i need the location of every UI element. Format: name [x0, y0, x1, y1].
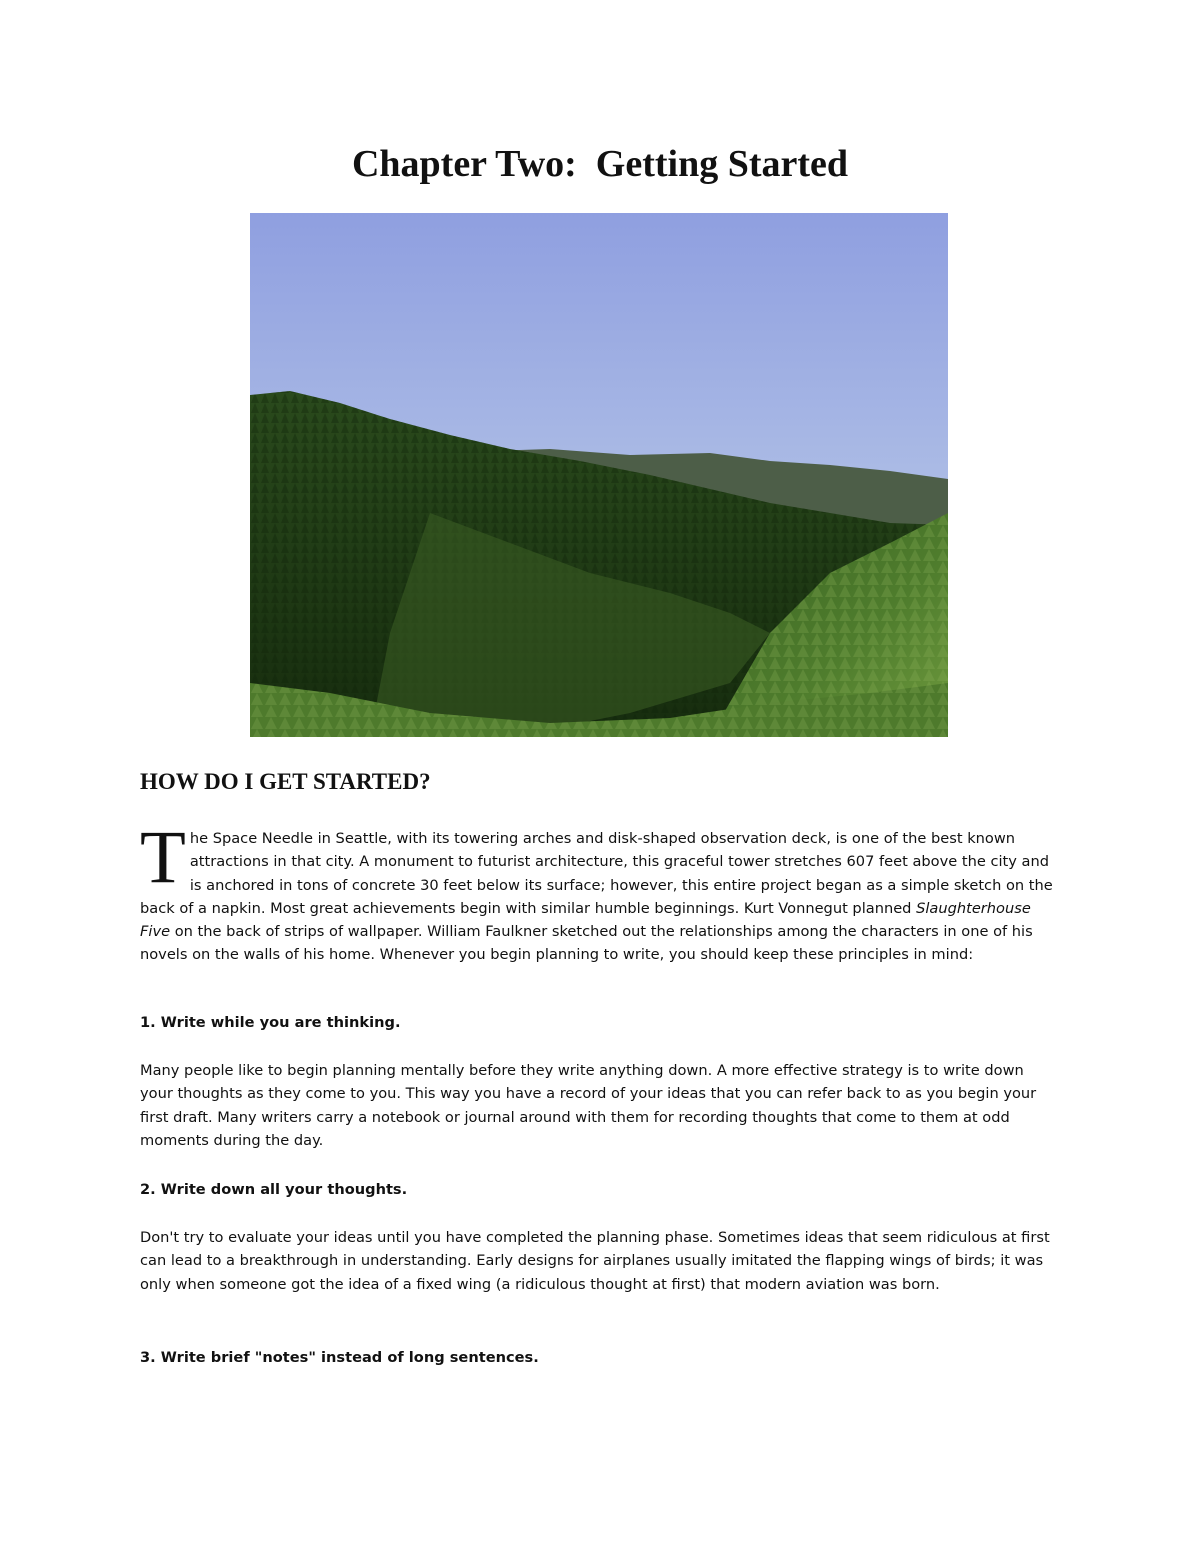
principle-heading-1: 1. Write while you are thinking. — [140, 1014, 401, 1031]
book-title: Slaughterhouse Five — [140, 899, 1031, 941]
section-heading: HOW DO I GET STARTED? — [140, 769, 431, 794]
intro-text-part-2: on the back of strips of wallpaper. William Faulkner sketched out the relationships among the characters in one of his novels on the walls of his home. Whenever you begin planning to write, you should keep these principles in mind: — [140, 923, 1033, 964]
intro-paragraph — [140, 816, 1065, 967]
forest-landscape-photo — [250, 213, 948, 737]
intro-text-part-1: he Space Needle in Seattle, with its towering arches and disk-shaped observation deck, is one of the best known attractions in that city. A monument to futurist architecture, this graceful tower stretches 607 feet above the city and is anchored in tons of concrete 30 feet below its surface; however, this entire project began as a simple sketch on the back of a napkin. Most great achievements begin with similar humble beginnings. Kurt Vonnegut planned — [140, 830, 1053, 917]
drop-cap: T — [140, 816, 186, 899]
principle-heading-3: 3. Write brief "notes" instead of long sentences. — [140, 1349, 539, 1366]
principle-heading-2: 2. Write down all your thoughts. — [140, 1181, 408, 1198]
principle-text-2: Don't try to evaluate your ideas until you have completed the planning phase. Sometimes ideas that seem ridiculous at first can lead to a breakthrough in understanding. Early designs for airplanes usually imitated the flapping wings of birds; it was only when someone got the idea of a fixed wing (a ridiculous thought at first) that modern aviation was born. — [140, 1229, 1050, 1293]
chapter-title: Chapter Two: Getting Started — [351, 143, 849, 185]
principle-text-1: Many people like to begin planning mentally before they write anything down. A more effective strategy is to write down your thoughts as they come to you. This way you have a record of your ideas that you can refer back to as you begin your first draft. Many writers carry a notebook or journal around with them for recording thoughts that come to them at odd moments during the day. — [140, 1062, 1037, 1149]
